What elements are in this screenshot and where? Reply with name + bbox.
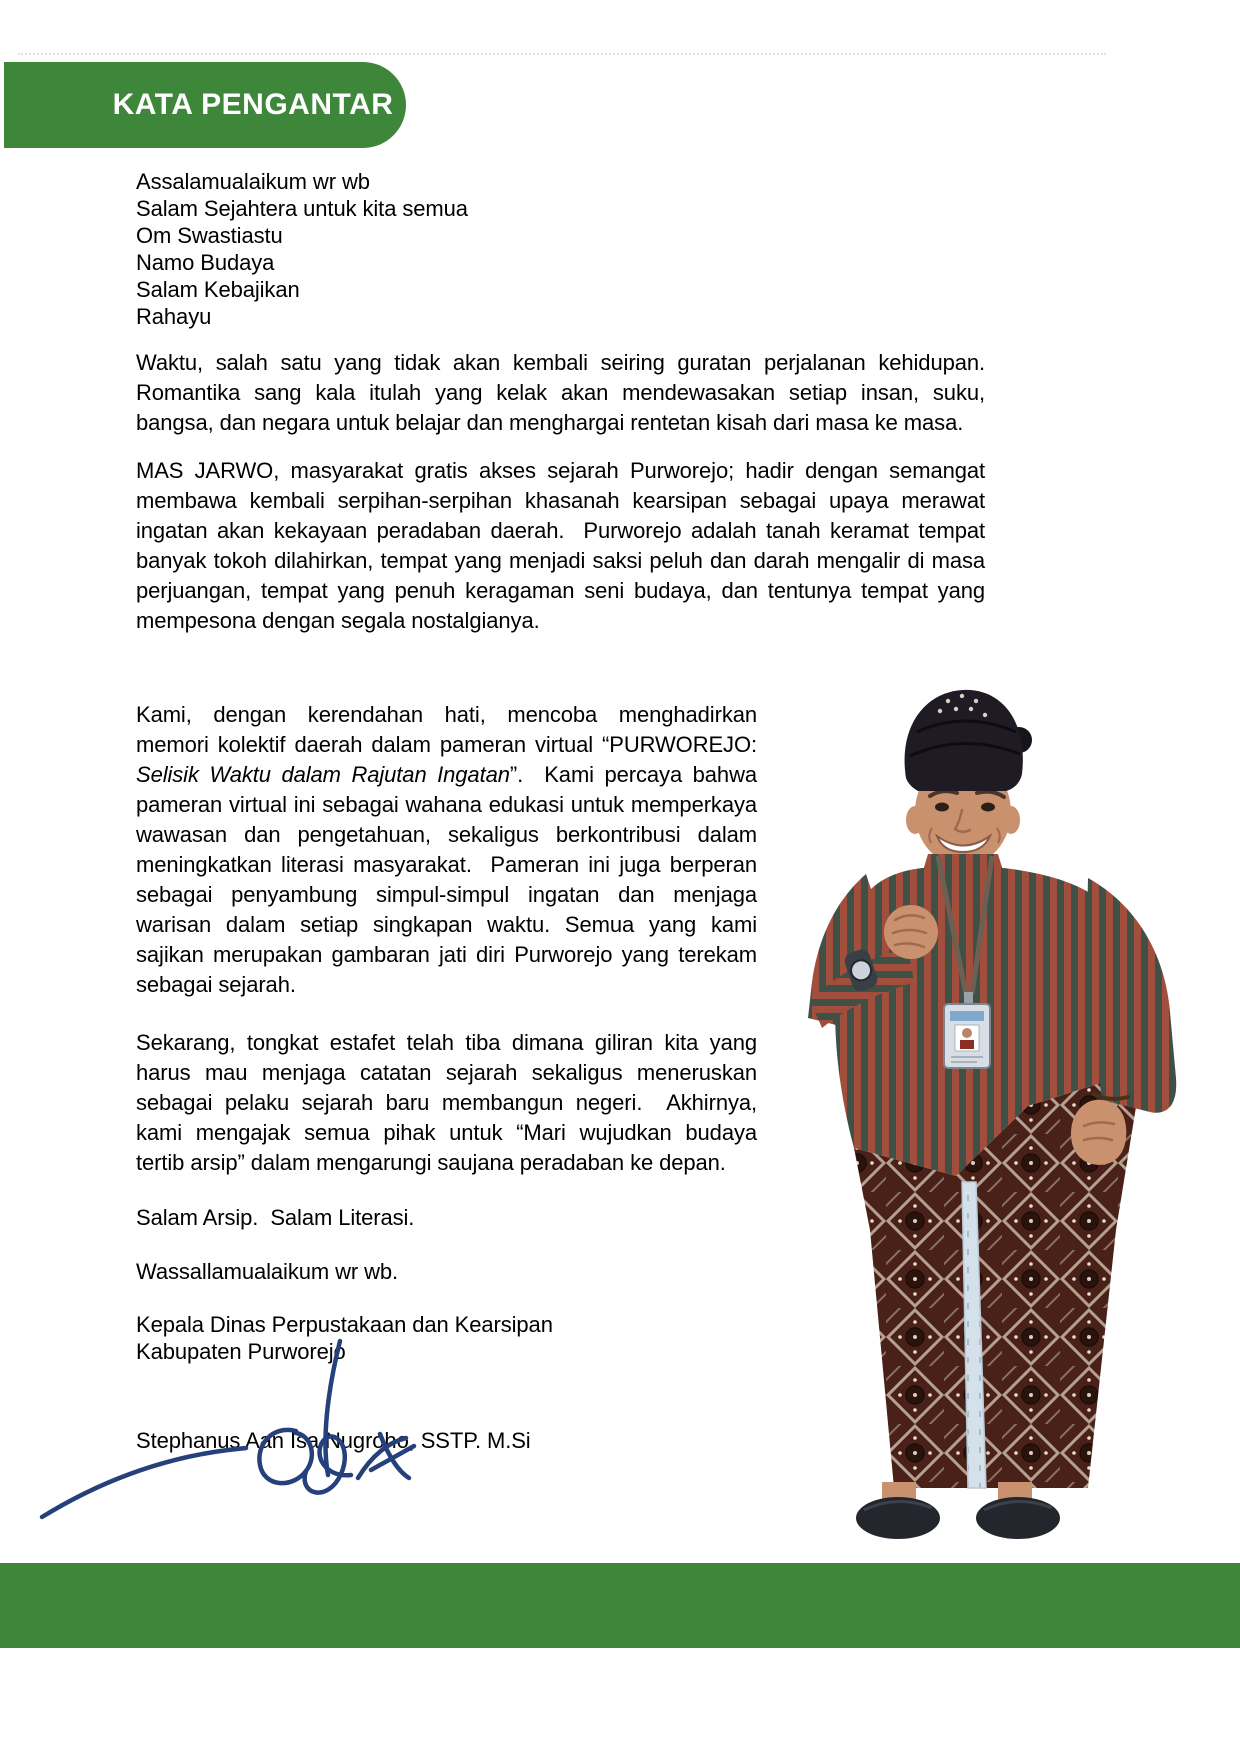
greeting-line: Namo Budaya (136, 250, 275, 275)
greeting-line: Salam Kebajikan (136, 277, 300, 302)
top-divider (18, 53, 1106, 55)
signer-title-line2: Kabupaten Purworejo (136, 1339, 346, 1364)
page-title: KATA PENGANTAR (112, 88, 394, 121)
greeting-block (136, 168, 985, 330)
paragraph-pameran-virtual (136, 700, 764, 1000)
blangkon-hat (905, 690, 1032, 791)
header-banner (4, 62, 406, 148)
signature-ink (28, 1335, 458, 1530)
shoes (856, 1497, 1060, 1539)
greeting-line: Salam Sejahtera untuk kita semua (136, 196, 468, 221)
salam-arsip-line: Salam Arsip. Salam Literasi. (136, 1205, 415, 1230)
greeting-line: Om Swastiastu (136, 223, 283, 248)
eye-right (981, 803, 995, 812)
paragraph-tongkat-estafet: Sekarang, tongkat estafet telah tiba dimana giliran kita yang harus mau menjaga catatan sejarah sekaligus meneruskan sebagai pelaku sejarah baru membangun negeri. Akhirnya, kami mengajak semua pihak untuk “Mari wujudkan budaya tertib arsip” dalam mengarungi saujana peradaban ke depan. (136, 1030, 764, 1175)
eye-left (935, 803, 949, 812)
signer-title-line1: Kepala Dinas Perpustakaan dan Kearsipan (136, 1312, 553, 1337)
p3-exhibition-title: Selisik Waktu dalam Rajutan Ingatan (136, 762, 510, 787)
p3-text-after: ”. Kami percaya bahwa pameran virtual ini sebagai wahana edukasi untuk memperkaya wawasan dan pengetahuan, sekaligus berkontribusi dalam meningkatkan literasi masyarakat. Pameran ini juga berperan sebagai penyambung simpul-simpul ingatan dan menjaga warisan dalam setiap singkapan waktu. Semua yang kami sajikan merupakan gambaran jati diri Purworejo yang terekam sebagai sejarah. (136, 762, 764, 997)
signer-name: Stephanus Aan Isa Nugroho, SSTP. M.Si (136, 1428, 531, 1453)
id-card (944, 1004, 990, 1068)
footer-bar (0, 1563, 1240, 1648)
paragraph-waktu: Waktu, salah satu yang tidak akan kembali seiring guratan perjalanan kehidupan. Romantika sang kala itulah yang kelak akan mendewasakan setiap insan, suku, bangsa, dan negara untuk belajar dan menghargai rentetan kisah dari masa ke masa. (136, 350, 998, 435)
portrait-photo (770, 670, 1235, 1550)
wassalam-line: Wassallamualaikum wr wb. (136, 1259, 399, 1284)
greeting-line: Rahayu (136, 304, 212, 329)
greeting-line: Assalamualaikum wr wb (136, 169, 370, 194)
p3-text-before: Kami, dengan kerendahan hati, mencoba menghadirkan memori kolektif daerah dalam pameran virtual “PURWOREJO: (136, 702, 764, 757)
paragraph-mas-jarwo: MAS JARWO, masyarakat gratis akses sejarah Purworejo; hadir dengan semangat membawa kembali serpihan-serpihan khasanah kearsipan sebagai upaya merawat ingatan akan kekayaan peradaban daerah. Purworejo adalah tanah keramat tempat banyak tokoh dilahirkan, tempat yang menjadi saksi peluh dan darah mengalir di masa perjuangan, tempat yang penuh keragaman seni budaya, dan tentunya tempat yang mempesona dengan segala nostalgianya. (136, 458, 992, 633)
